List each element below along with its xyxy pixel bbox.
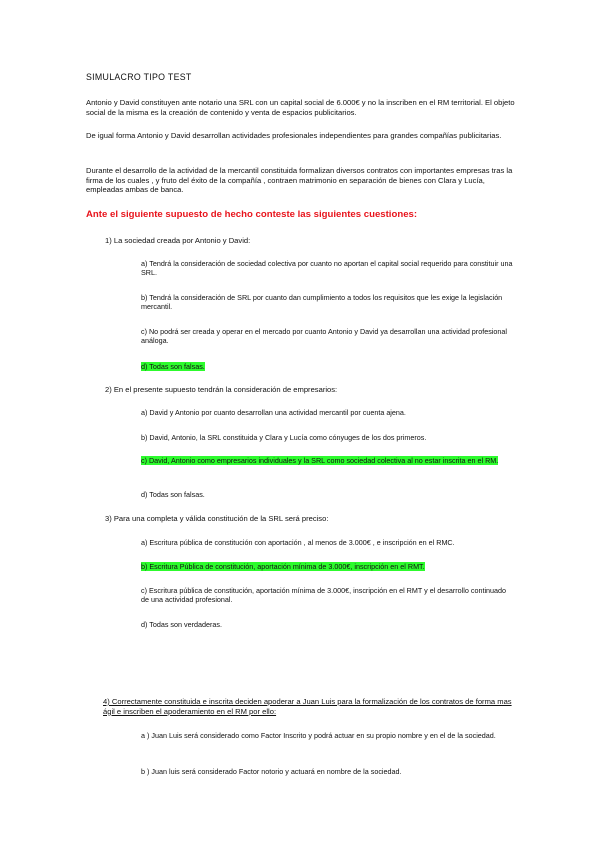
question-2-option-b: b) David, Antonio, la SRL constituida y Clara y Lucía como cónyuges de los dos primeros.	[141, 433, 427, 442]
question-2: 2) En el presente supuesto tendrán la consideración de empresarios:	[105, 385, 338, 394]
answer-highlight: d) Todas son falsas.	[141, 362, 205, 371]
instruction-heading: Ante el siguiente supuesto de hecho conteste las siguientes cuestiones:	[86, 209, 418, 220]
question-1-option-b: b) Tendrá la consideración de SRL por cuanto dan cumplimiento a todos los requisitos que les exige la legislación mercantil.	[141, 293, 503, 312]
paragraph-3: Durante el desarrollo de la actividad de la mercantil constituida formalizan diversos contratos con importantes empresas tras la firma de los cuales , y fruto del éxito de la compañía , contraen matrimonio en separación de bienes con Clara y Lucía, empleadas ambas de banca.	[86, 166, 513, 195]
question-2-option-c	[141, 456, 513, 465]
question-2-option-d: d) Todas son falsas.	[141, 490, 205, 499]
question-3-option-a: a) Escritura pública de constitución con aportación , al menos de 3.000€ , e inscripción en el RMC.	[141, 538, 455, 547]
paragraph-2: De igual forma Antonio y David desarrollan actividades profesionales independientes para grandes compañías publicitarias.	[86, 131, 502, 140]
question-4-option-a: a ) Juan Luis será considerado como Factor Inscrito y podrá actuar en su propio nombre y en el de la sociedad.	[141, 731, 496, 740]
question-4: 4) Correctamente constituida e inscrita deciden apoderar a Juan Luis para la formalización de los contratos de forma mas ágil e inscriben el apoderamiento en el RM por ello:	[103, 697, 512, 716]
question-1-option-c: c) No podrá ser creada y operar en el mercado por cuanto Antonio y David ya desarrollan una actividad profesional análoga.	[141, 327, 507, 346]
answer-highlight: b) Escritura Pública de constitución, aportación mínima de 3.000€, inscripción en el RMT.	[141, 562, 425, 571]
question-3: 3) Para una completa y válida constitución de la SRL será preciso:	[105, 514, 329, 523]
question-1-option-d	[141, 362, 513, 371]
question-1-option-a: a) Tendrá la consideración de sociedad colectiva por cuanto no aportan el capital social requerido para constituir una SRL.	[141, 259, 513, 278]
question-3-option-d: d) Todas son verdaderas.	[141, 620, 222, 629]
answer-highlight: c) David, Antonio como empresarios individuales y la SRL como sociedad colectiva al no estar inscrita en el RM.	[141, 456, 499, 465]
question-4-option-b: b ) Juan luis será considerado Factor notorio y actuará en nombre de la sociedad.	[141, 767, 402, 776]
question-3-option-b	[141, 562, 513, 571]
paragraph-1: Antonio y David constituyen ante notario una SRL con un capital social de 6.000€ y no la inscriben en el RM territorial. El objeto social de la misma es la creación de contenido y venta de espacios publicitarios.	[86, 98, 515, 117]
question-3-option-c: c) Escritura pública de constitución, aportación mínima de 3.000€, inscripción en el RMT y el desarrollo continuado de una actividad profesional.	[141, 586, 507, 605]
question-2-option-a: a) David y Antonio por cuanto desarrollan una actividad mercantil por cuenta ajena.	[141, 408, 406, 417]
document-title: SIMULACRO TIPO TEST	[86, 72, 192, 82]
question-1: 1) La sociedad creada por Antonio y David:	[105, 236, 251, 245]
